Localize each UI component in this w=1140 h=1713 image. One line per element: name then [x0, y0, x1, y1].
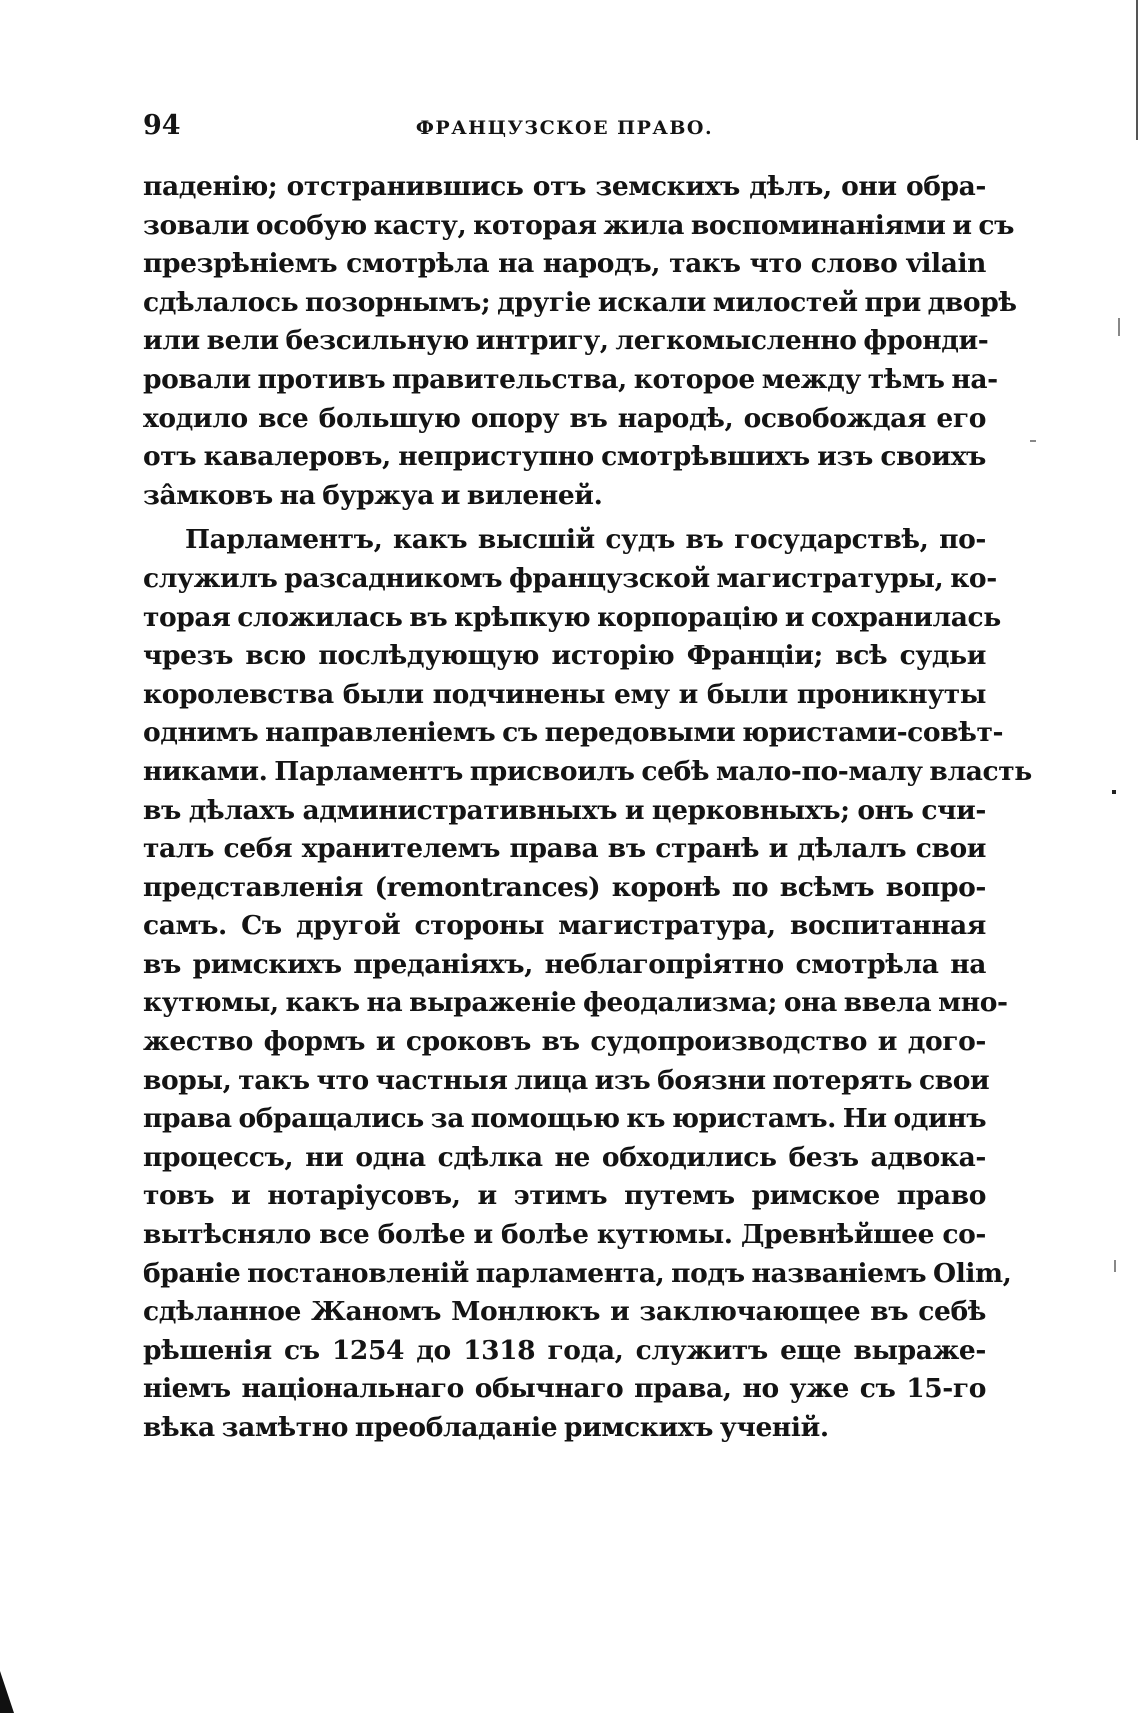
- text-line: ходило все большую опору въ народѣ, освобождая его: [143, 402, 986, 434]
- text-line: вытѣсняло все болѣе и болѣе кутюмы. Древнѣйшее со-: [143, 1219, 986, 1251]
- text-line: однимъ направленіемъ съ передовыми юристами-совѣт-: [143, 717, 1004, 749]
- text-line: вѣка замѣтно преобладаніе римскихъ ученій.: [143, 1412, 829, 1443]
- margin-mark: [1114, 1260, 1116, 1272]
- paragraph-2: [143, 521, 1032, 1447]
- text-line: представленія (remontrances) коронѣ по всѣмъ вопро-: [143, 871, 986, 903]
- text-line: торая сложилась въ крѣпкую корпорацію и сохранилась: [143, 601, 1001, 633]
- text-line: воры, такъ что частныя лица изъ боязни потерять свои: [143, 1064, 990, 1096]
- text-line: сдѣланное Жаномъ Монлюкъ и заключающее въ себѣ: [143, 1296, 986, 1328]
- scan-edge-line: [1136, 0, 1138, 140]
- text-line: паденію; отстранившись отъ земскихъ дѣлъ, они обра-: [143, 171, 986, 202]
- text-line: зовали особую касту, которая жила воспоминаніями и съ: [143, 209, 1015, 241]
- page-number: 94: [143, 110, 181, 141]
- text-line: зâмковъ на буржуа и виленей.: [143, 479, 603, 511]
- text-line: или вели безсильную интригу, легкомысленно фронди-: [143, 325, 989, 357]
- text-line: права обращались за помощью къ юристамъ. Ни одинъ: [143, 1103, 987, 1135]
- text-line: въ дѣлахъ административныхъ и церковныхъ; онъ счи-: [143, 794, 986, 826]
- text-line: презрѣніемъ смотрѣла на народъ, такъ что слово vilain: [143, 248, 986, 280]
- body-text: [143, 168, 1032, 1448]
- text-line: рѣшенія съ 1254 до 1318 года, служитъ еще выраже-: [143, 1334, 986, 1366]
- text-line: чрезъ всю послѣдующую исторію Франціи; всѣ судьи: [143, 640, 986, 672]
- text-line: въ римскихъ преданіяхъ, неблагопріятно смотрѣла на: [143, 948, 986, 980]
- paragraph-1: [143, 168, 1017, 515]
- text-line: ровали противъ правительства, которое между тѣмъ на-: [143, 363, 998, 395]
- margin-mark: [1118, 318, 1120, 336]
- corner-mark: [0, 1671, 14, 1713]
- text-line: браніе постановленій парламента, подъ названіемъ Olim,: [143, 1257, 1012, 1289]
- text-line: ніемъ національнаго обычнаго права, но уже съ 15-го: [143, 1373, 986, 1405]
- text-line: Парламентъ, какъ высшій судъ въ государствѣ, по-: [185, 524, 986, 556]
- text-line: жество формъ и сроковъ въ судопроизводство и дого-: [143, 1026, 986, 1058]
- text-line: самъ. Съ другой стороны магистратура, воспитанная: [143, 910, 986, 942]
- running-title: ФРАНЦУЗСКОЕ ПРАВО.: [415, 117, 714, 139]
- text-line: отъ кавалеровъ, неприступно смотрѣвшихъ изъ своихъ: [143, 441, 986, 473]
- page-header: [143, 110, 986, 150]
- text-line: королевства были подчинены ему и были проникнуты: [143, 678, 986, 710]
- text-line: сдѣлалось позорнымъ; другіе искали милостей при дворѣ: [143, 286, 1017, 318]
- text-line: кутюмы, какъ на выраженіе феодализма; она ввела мно-: [143, 987, 1008, 1019]
- text-line: процессъ, ни одна сдѣлка не обходились безъ адвока-: [143, 1141, 986, 1173]
- margin-mark: [1112, 790, 1116, 794]
- text-line: служилъ разсадникомъ французской магистратуры, ко-: [143, 562, 997, 594]
- margin-mark: [1030, 440, 1036, 442]
- text-line: никами. Парламентъ присвоилъ себѣ мало-по-малу власть: [143, 755, 1032, 787]
- text-line: талъ себя хранителемъ права въ странѣ и дѣлалъ свои: [143, 833, 986, 865]
- text-line: товъ и нотаріусовъ, и этимъ путемъ римское право: [143, 1180, 986, 1212]
